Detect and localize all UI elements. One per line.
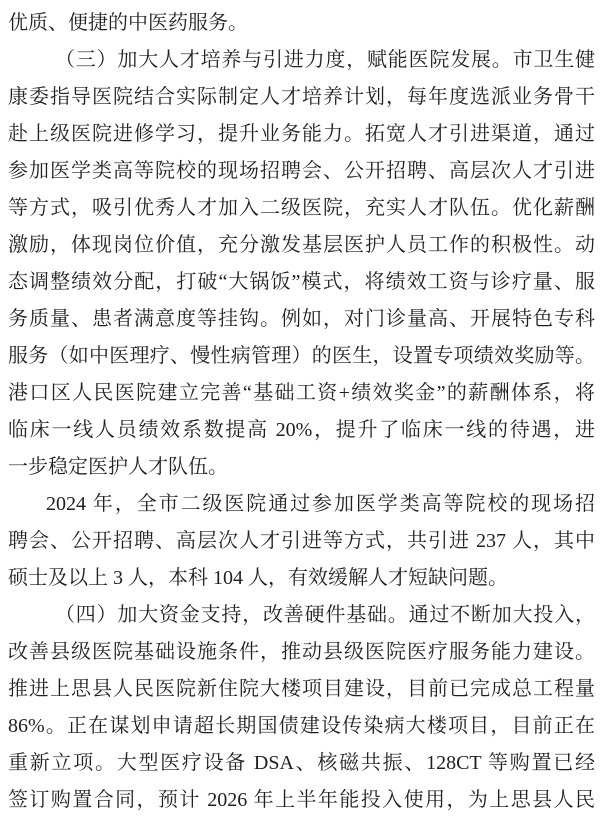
text-line: 临床一线人员绩效系数提高 20%，提升了临床一线的待遇，进	[8, 419, 595, 441]
text-line: 改善县级医院基础设施条件，推动县级医院医疗服务能力建设。	[8, 641, 595, 663]
text-line: 签订购置合同，预计 2026 年上半年能投入使用，为上思县人民	[8, 789, 595, 811]
text-line: （三）加大人才培养与引进力度，赋能医院发展。市卫生健	[55, 49, 595, 71]
text-line: 参加医学类高等院校的现场招聘会、公开招聘、高层次人才引进	[8, 160, 595, 182]
text-line: 优质、便捷的中医药服务。	[8, 12, 248, 34]
text-line: 赴上级医院进修学习，提升业务能力。拓宽人才引进渠道，通过	[8, 123, 595, 145]
text-line: 86%。正在谋划申请超长期国债建设传染病大楼项目，目前正在	[8, 715, 595, 737]
text-line: 等方式，吸引优秀人才加入二级医院，充实人才队伍。优化薪酬	[8, 197, 595, 219]
text-line: 一步稳定医护人才队伍。	[8, 456, 228, 478]
text-line: 港口区人民医院建立完善“基础工资+绩效奖金”的薪酬体系，将	[8, 382, 595, 404]
text-line: 态调整绩效分配，打破“大锅饭”模式，将绩效工资与诊疗量、服	[8, 271, 595, 293]
text-line: 硕士及以上 3 人，本科 104 人，有效缓解人才短缺问题。	[8, 567, 508, 589]
text-line: 务质量、患者满意度等挂钩。例如，对门诊量高、开展特色专科	[8, 308, 595, 330]
text-line: （四）加大资金支持，改善硬件基础。通过不断加大投入，	[55, 604, 595, 626]
text-line: 推进上思县人民医院新住院大楼项目建设，目前已完成总工程量	[8, 678, 595, 700]
text-line: 激励，体现岗位价值，充分激发基层医护人员工作的积极性。动	[8, 234, 595, 256]
text-line: 重新立项。大型医疗设备 DSA、核磁共振、128CT 等购置已经	[8, 752, 595, 774]
text-line: 2024 年，全市二级医院通过参加医学类高等院校的现场招	[46, 493, 595, 515]
text-line: 服务（如中医理疗、慢性病管理）的医生，设置专项绩效奖励等。	[8, 345, 595, 367]
text-line: 康委指导医院结合实际制定人才培养计划，每年度选派业务骨干	[8, 86, 595, 108]
text-line: 聘会、公开招聘、高层次人才引进等方式，共引进 237 人，其中	[8, 530, 595, 552]
